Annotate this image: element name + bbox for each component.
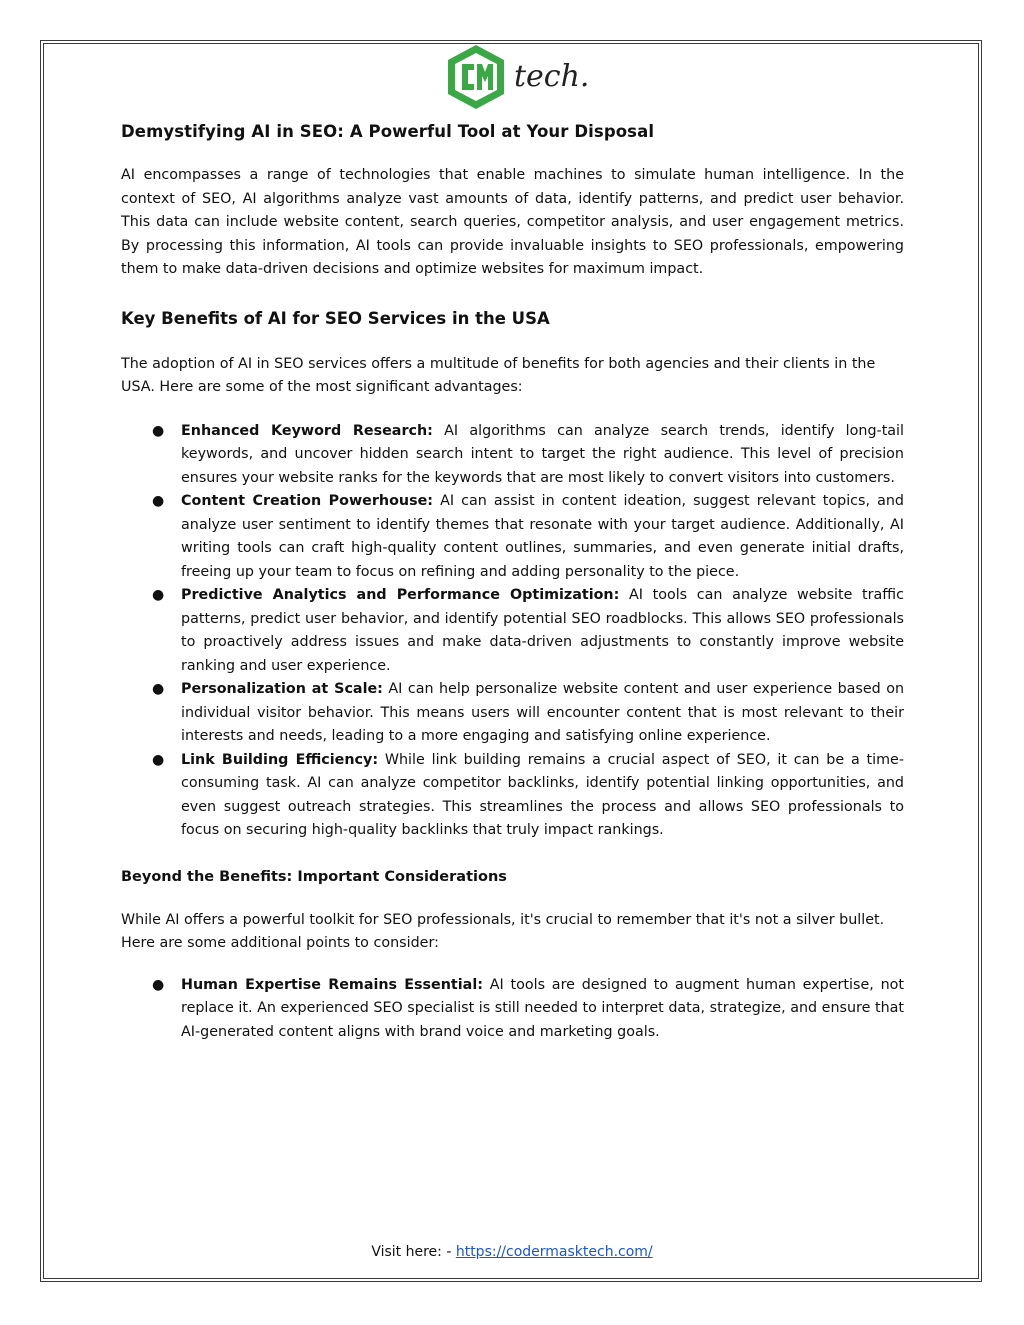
bullet-icon: ● — [152, 587, 165, 603]
footer-label: Visit here: - — [371, 1244, 456, 1260]
bullet-icon: ● — [152, 493, 165, 509]
list-item — [121, 490, 904, 584]
benefits-list — [121, 420, 904, 843]
cm-tech-logo-icon — [444, 42, 594, 112]
list-item — [121, 974, 904, 1045]
intro-paragraph: AI encompasses a range of technologies that enable machines to simulate human intelligence. In the context of SEO, AI algorithms analyze vast amounts of data, identify patterns, and predict user behavior. This data can include website content, search queries, competitor analysis, and user engagement metrics. By processing this information, AI tools can provide invaluable insights to SEO professionals, empowering them to make data-driven decisions and optimize websites for maximum impact. — [121, 167, 904, 277]
bullet-icon: ● — [152, 681, 165, 697]
benefit-text: AI algorithms can analyze search trends, identify long-tail keywords, and uncover hidden search intent to target the right audience. This level of precision ensures your website ranks for the keywords that are most likely to convert visitors into customers. — [181, 422, 904, 486]
considerations-intro: While AI offers a powerful toolkit for SEO professionals, it's crucial to remember that it's not a silver bullet. Here are some additional points to consider: — [121, 911, 885, 951]
benefit-text: AI can assist in content ideation, suggest relevant topics, and analyze user sentiment to identify themes that resonate with your target audience. Additionally, AI writing tools can craft high-quality content outlines, summaries, and even generate initial drafts, freeing up your team to focus on refining and adding personality to the piece. — [181, 493, 904, 580]
consideration-term: Human Expertise Remains Essential: — [181, 976, 483, 993]
document-body — [121, 42, 904, 1044]
benefit-term: Content Creation Powerhouse: — [181, 493, 434, 509]
benefit-text: AI tools can analyze website traffic patterns, predict user behavior, and identify potential SEO roadblocks. This allows SEO professionals to proactively address issues and make data-driven adjustments to constantly improve website ranking and user experience. — [181, 587, 904, 674]
key-benefits-intro: The adoption of AI in SEO services offers a multitude of benefits for both agencies and their clients in the USA. Here are some of the most significant advantages: — [121, 355, 876, 395]
considerations-title: Beyond the Benefits: Important Considerations — [121, 868, 507, 885]
bullet-icon: ● — [152, 976, 165, 993]
logo-wordmark: tech. — [513, 59, 589, 94]
benefit-term: Enhanced Keyword Research: — [181, 422, 433, 439]
bullet-icon: ● — [152, 422, 165, 439]
footer — [0, 1244, 1024, 1260]
bullet-icon: ● — [152, 751, 165, 768]
list-item — [121, 584, 904, 678]
website-link[interactable]: https://codermasktech.com/ — [455, 1244, 653, 1260]
consideration-text: AI tools are designed to augment human expertise, not replace it. An experienced SEO specialist is still needed to interpret data, strategize, and ensure that AI-generated content aligns with brand voice and marketing goals. — [181, 976, 904, 1040]
list-item — [121, 420, 904, 491]
considerations-list — [121, 974, 904, 1045]
main-title: Demystifying AI in SEO: A Powerful Tool at Your Disposal — [121, 122, 655, 141]
benefit-term: Link Building Efficiency: — [181, 751, 379, 768]
benefit-term: Personalization at Scale: — [181, 681, 383, 697]
list-item — [121, 678, 904, 749]
benefit-text: AI can help personalize website content and user experience based on individual visitor behavior. This means users will encounter content that is most relevant to their interests and needs, leading to a more engaging and satisfying online experience. — [181, 681, 905, 744]
company-logo — [133, 42, 904, 112]
list-item — [121, 749, 904, 843]
key-benefits-title: Key Benefits of AI for SEO Services in the USA — [121, 308, 550, 328]
benefit-term: Predictive Analytics and Performance Optimization: — [181, 587, 620, 603]
benefit-text: While link building remains a crucial aspect of SEO, it can be a time-consuming task. AI can analyze competitor backlinks, identify potential linking opportunities, and even suggest outreach strategies. This streamlines the process and allows SEO professionals to focus on securing high-quality backlinks that truly impact rankings. — [181, 751, 904, 838]
